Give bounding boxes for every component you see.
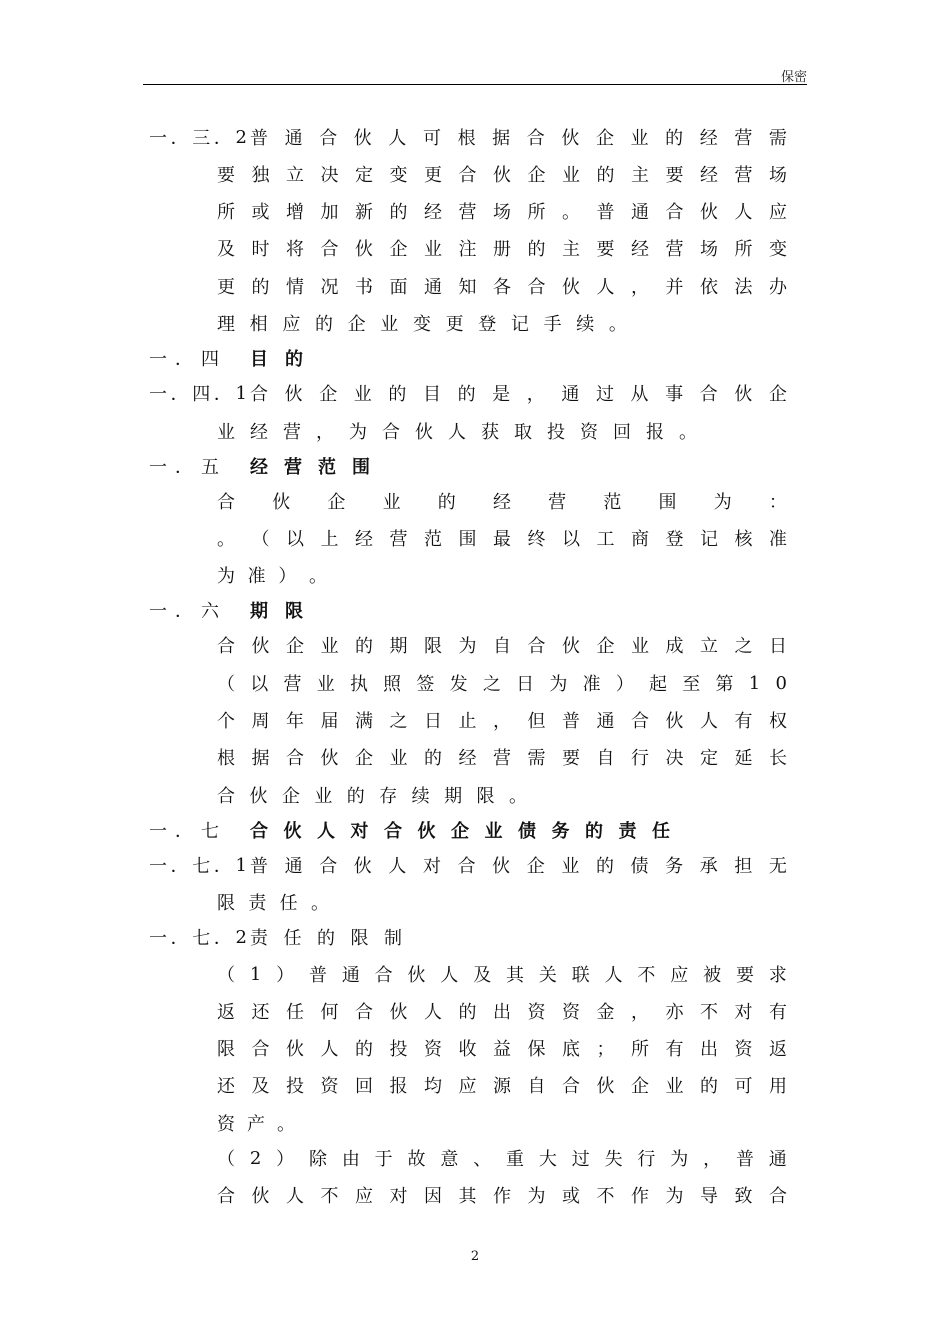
page-number: 2 <box>470 1249 480 1264</box>
confidential-label: 保密 <box>780 70 807 85</box>
section-heading: 期 限 <box>250 601 303 622</box>
paragraph-line: 。 （ 以 上 经 营 范 围 最 终 以 工 商 登 记 核 准 <box>217 529 787 550</box>
paragraph-line: 合 伙 人 不 应 对 因 其 作 为 或 不 作 为 导 致 合 <box>217 1186 787 1207</box>
paragraph-line: （ 1 ） 普 通 合 伙 人 及 其 关 联 人 不 应 被 要 求 <box>217 963 787 986</box>
header-divider <box>143 84 807 85</box>
paragraph-line: 限 合 伙 人 的 投 资 收 益 保 底 ； 所 有 出 资 返 <box>217 1039 787 1060</box>
paragraph-line: 业 经 营 ， 为 合 伙 人 获 取 投 资 回 报 。 <box>217 422 697 443</box>
section-number: 一 ． 七 ． 1 <box>149 854 247 877</box>
section-heading: 目 的 <box>250 349 303 370</box>
paragraph-line: 要 独 立 决 定 变 更 合 伙 企 业 的 主 要 经 营 场 <box>217 165 787 186</box>
section-number: 一 ． 四 <box>149 349 219 370</box>
paragraph-line: （ 2 ） 除 由 于 故 意 、 重 大 过 失 行 为 ， 普 通 <box>217 1147 787 1170</box>
section-number: 一 ． 四 ． 1 <box>149 382 247 405</box>
paragraph-line: 为 准 ） 。 <box>217 566 327 587</box>
paragraph-line: 个 周 年 届 满 之 日 止 ， 但 普 通 合 伙 人 有 权 <box>217 711 787 732</box>
paragraph-line: 普 通 合 伙 人 可 根 据 合 伙 企 业 的 经 营 需 <box>250 128 787 149</box>
section-number: 一 ． 三 ． 2 <box>149 126 247 149</box>
paragraph-line: 合 伙 企 业 的 存 续 期 限 。 <box>217 786 527 807</box>
section-heading: 合 伙 人 对 合 伙 企 业 债 务 的 责 任 <box>250 821 670 842</box>
section-number: 一 ． 六 <box>149 601 219 622</box>
paragraph-line: 返 还 任 何 合 伙 人 的 出 资 资 金 ， 亦 不 对 有 <box>217 1002 787 1023</box>
section-number: 一 ． 五 <box>149 457 219 478</box>
paragraph-line: 所 或 增 加 新 的 经 营 场 所 。 普 通 合 伙 人 应 <box>217 202 787 223</box>
paragraph-line: 合 伙 企 业 的 期 限 为 自 合 伙 企 业 成 立 之 日 <box>217 636 787 657</box>
paragraph-line: 普 通 合 伙 人 对 合 伙 企 业 的 债 务 承 担 无 <box>250 856 787 877</box>
paragraph-line: 及 时 将 合 伙 企 业 注 册 的 主 要 经 营 场 所 变 <box>217 239 787 260</box>
paragraph-line: 根 据 合 伙 企 业 的 经 营 需 要 自 行 决 定 延 长 <box>217 748 787 769</box>
paragraph-line: （ 以 营 业 执 照 签 发 之 日 为 准 ） 起 至 第 1 0 <box>217 672 787 695</box>
paragraph-line: 责 任 的 限 制 <box>250 928 402 949</box>
paragraph-line: 还 及 投 资 回 报 均 应 源 自 合 伙 企 业 的 可 用 <box>217 1076 787 1097</box>
section-number: 一 ． 七 <box>149 821 219 842</box>
paragraph-line: 更 的 情 况 书 面 通 知 各 合 伙 人 ， 并 依 法 办 <box>217 277 787 298</box>
section-heading: 经 营 范 围 <box>250 457 370 478</box>
paragraph-line: 合 伙 企 业 的 经 营 范 围 为 ： <box>217 492 787 513</box>
paragraph-line: 资 产 。 <box>217 1114 295 1135</box>
paragraph-line: 理 相 应 的 企 业 变 更 登 记 手 续 。 <box>217 314 627 335</box>
section-number: 一 ． 七 ． 2 <box>149 926 247 949</box>
paragraph-line: 合 伙 企 业 的 目 的 是 ， 通 过 从 事 合 伙 企 <box>250 384 787 405</box>
paragraph-line: 限 责 任 。 <box>217 893 329 914</box>
